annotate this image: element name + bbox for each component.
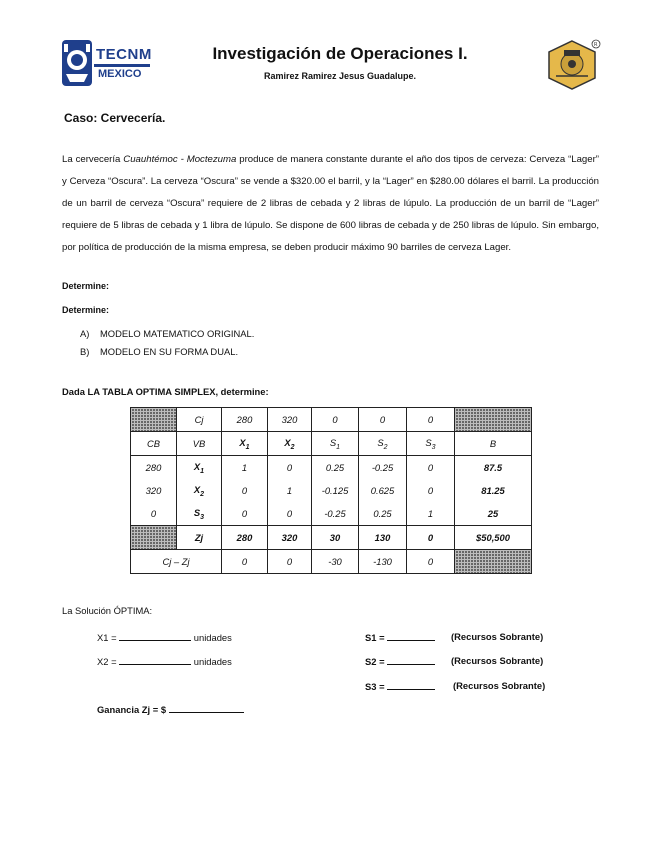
x2-blank[interactable] [119, 655, 191, 665]
s2-surplus: (Recursos Sobrante) [451, 655, 544, 666]
s1-surplus: (Recursos Sobrante) [451, 631, 544, 642]
vb-header: VB [177, 432, 222, 456]
table-cell: 1 [222, 456, 268, 480]
table-row [131, 456, 532, 480]
option-a: A) MODELO MATEMATICO ORIGINAL. [80, 328, 255, 339]
gain-blank[interactable] [169, 703, 244, 713]
zj-row [131, 526, 532, 550]
vb-cell: $X_2$ [177, 479, 222, 502]
table-cell: 0 [407, 456, 455, 480]
hatch-cell [455, 408, 532, 432]
vb-cell: $S_3$ [177, 502, 222, 526]
table-cell: 30 [312, 526, 359, 550]
table-cell: 0 [407, 526, 455, 550]
table-cell: 0.25 [359, 502, 407, 526]
gain-answer: Ganancia Zj = $ [97, 703, 244, 715]
s3-surplus: (Recursos Sobrante) [453, 680, 546, 691]
cj-value: 0 [312, 408, 359, 432]
table-cell: 1 [407, 502, 455, 526]
table-row [131, 502, 532, 526]
problem-statement: La cervecería Cuauhtémoc - Moctezuma produce de manera constante durante el año dos tipos de cerveza: Cerveza “Lager” y Cerveza “Oscura”. La cerveza “Oscura” se vende a $320.00 el barril, y la “Lager” en $280.00 dólares el barril. La producción de un barril de cerveza “Oscura” requiere de 2 libras de cebada y 2 libras de lúpulo. La producción de un barril de “Lager” requiere de 5 libras de cebada y 1 libra de lúpulo. Se dispone de 600 libras de cebada y de 250 libras de lúpulo. Sin embargo, por política de producción de la misma empresa, se deben producir máximo 90 barriles de cerveza Lager. [62, 154, 599, 253]
cj-value: 0 [407, 408, 455, 432]
logo-tecnm-text: TECNM [96, 46, 152, 63]
table-cell: -0.125 [312, 479, 359, 502]
table-cell: -30 [312, 550, 359, 574]
cb-cell: 280 [131, 456, 177, 480]
s2-answer: S2 = [365, 655, 435, 667]
option-b: B) MODELO EN SU FORMA DUAL. [80, 346, 239, 357]
simplex-table [130, 407, 532, 574]
cj-label: Cj [177, 408, 222, 432]
solution-title: La Solución ÓPTIMA: [62, 605, 153, 616]
cj-value: 0 [359, 408, 407, 432]
institute-emblem [542, 38, 602, 92]
table-cell: 0 [222, 550, 268, 574]
s1-blank[interactable] [387, 631, 435, 641]
table-row [131, 479, 532, 502]
var-header: $X_2$ [268, 432, 312, 456]
x1-answer: X1 = unidades [97, 632, 232, 643]
b-header: B [455, 432, 532, 456]
table-cell: -0.25 [312, 502, 359, 526]
tecnm-logo [60, 38, 152, 90]
cj-row [131, 408, 532, 432]
b-cell: 25 [455, 502, 532, 526]
table-cell: 320 [268, 526, 312, 550]
zj-total: $50,500 [455, 526, 532, 550]
header-row [131, 432, 532, 456]
cj-zj-label: Cj – Zj [131, 550, 222, 574]
cb-cell: 320 [131, 479, 177, 502]
table-cell: 0 [222, 479, 268, 502]
case-title: Caso: Cervecería. [64, 111, 166, 125]
cb-header: CB [131, 432, 177, 456]
table-cell: 0 [268, 550, 312, 574]
table-cell: 0 [407, 479, 455, 502]
var-header: $S_1$ [312, 432, 359, 456]
svg-text:R: R [594, 42, 598, 48]
table-cell: 130 [359, 526, 407, 550]
table-cell: 0 [407, 550, 455, 574]
table-cell: 0 [222, 502, 268, 526]
determine-label-2: Determine: [62, 305, 110, 315]
determine-label-1: Determine: [62, 281, 110, 291]
table-cell: 1 [268, 479, 312, 502]
table-cell: 0 [268, 456, 312, 480]
logo-mexico-text: MEXICO [98, 68, 142, 80]
s2-blank[interactable] [387, 655, 435, 665]
table-cell: 0.25 [312, 456, 359, 480]
b-cell: 81.25 [455, 479, 532, 502]
hatch-cell [131, 408, 177, 432]
page-title: Investigación de Operaciones I. [212, 44, 468, 63]
zj-label: Zj [177, 526, 222, 550]
var-header: $S_3$ [407, 432, 455, 456]
b-cell: 87.5 [455, 456, 532, 480]
vb-cell: $X_1$ [177, 456, 222, 480]
table-cell: 0.625 [359, 479, 407, 502]
cj-zj-row [131, 550, 532, 574]
author: Ramirez Ramirez Jesus Guadalupe. [263, 71, 417, 81]
s1-answer: S1 = [365, 631, 435, 643]
table-cell: 0 [268, 502, 312, 526]
table-cell: -130 [359, 550, 407, 574]
x2-answer: X2 = unidades [97, 656, 232, 667]
hatch-cell [131, 526, 177, 550]
cb-cell: 0 [131, 502, 177, 526]
table-cell: 280 [222, 526, 268, 550]
s3-answer: S3 = [365, 680, 435, 692]
table-intro: Dada LA TABLA OPTIMA SIMPLEX, determine: [62, 386, 269, 397]
hatch-cell [455, 550, 532, 574]
cj-value: 320 [268, 408, 312, 432]
cj-value: 280 [222, 408, 268, 432]
table-cell: -0.25 [359, 456, 407, 480]
x1-blank[interactable] [119, 631, 191, 641]
var-header: $X_1$ [222, 432, 268, 456]
company-name: Cuauhtémoc - Moctezuma [123, 154, 237, 165]
s3-blank[interactable] [387, 680, 435, 690]
var-header: $S_2$ [359, 432, 407, 456]
